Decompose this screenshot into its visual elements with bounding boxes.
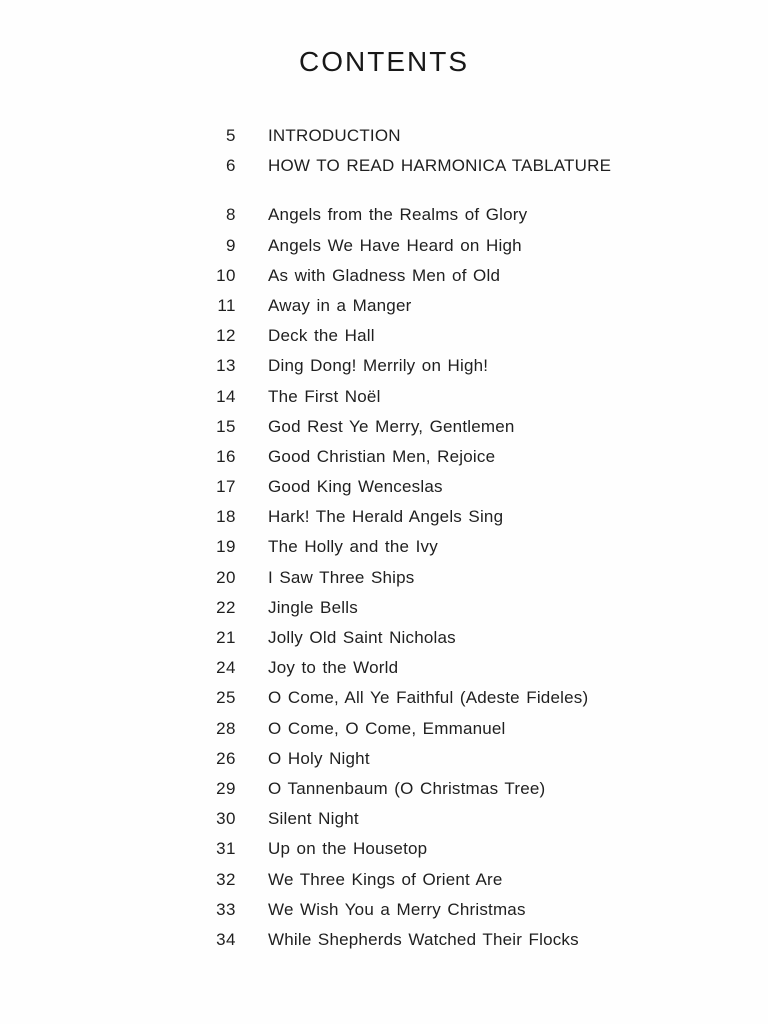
toc-row [200,683,660,713]
entry-page-number: 11 [217,295,236,315]
entry-title: HOW TO READ HARMONICA TABLATURE [268,156,612,176]
toc-row [200,774,660,804]
toc-row [200,834,660,864]
table-of-contents [200,121,660,955]
entry-title: God Rest Ye Merry, Gentlemen [268,416,515,436]
entry-title: The First Noël [268,386,381,406]
entry-title: Silent Night [268,809,359,829]
front-matter-section [200,121,660,181]
entry-page-number: 5 [226,126,236,145]
entry-page-number: 30 [216,809,236,829]
entry-title: I Saw Three Ships [268,567,415,587]
toc-row [200,714,660,744]
entry-title: We Wish You a Merry Christmas [268,899,526,919]
entry-page-number: 6 [226,156,236,176]
entry-title: Angels from the Realms of Glory [268,205,528,225]
entry-page-number: 31 [216,839,236,859]
entry-title: We Three Kings of Orient Are [268,869,503,889]
entry-title: The Holly and the Ivy [268,537,438,557]
toc-row [200,563,660,593]
toc-row [200,121,660,151]
entry-page-number: 18 [216,507,236,527]
toc-row [200,231,660,261]
songs-section [200,200,660,955]
entry-title: Ding Dong! Merrily on High! [268,356,489,376]
entry-title: Good King Wenceslas [268,477,443,497]
entry-title: Up on the Housetop [268,839,428,859]
entry-title: INTRODUCTION [268,126,401,145]
toc-row [200,200,660,230]
entry-page-number: 26 [216,748,236,768]
entry-page-number: 20 [216,567,236,587]
entry-title: O Holy Night [268,748,370,768]
toc-row [200,804,660,834]
entry-page-number: 12 [216,326,236,346]
toc-row [200,925,660,955]
entry-title: Deck the Hall [268,326,375,346]
entry-page-number: 8 [226,205,236,225]
entry-title: Joy to the World [268,658,399,678]
entry-page-number: 28 [216,718,236,738]
entry-page-number: 29 [216,778,236,798]
toc-row [200,412,660,442]
toc-row [200,321,660,351]
entry-page-number: 13 [216,356,236,376]
toc-row [200,895,660,925]
toc-row [200,744,660,774]
entry-title: O Come, All Ye Faithful (Adeste Fideles) [268,688,589,708]
toc-row [200,291,660,321]
entry-page-number: 21 [216,628,236,647]
entry-title: Jolly Old Saint Nicholas [268,628,456,647]
entry-page-number: 9 [226,235,236,255]
toc-row [200,151,660,181]
entry-page-number: 32 [216,869,236,889]
entry-page-number: 15 [216,416,236,436]
toc-row [200,593,660,623]
entry-title: Hark! The Herald Angels Sing [268,507,504,527]
toc-row [200,261,660,291]
toc-row [200,653,660,683]
toc-row [200,623,660,653]
entry-page-number: 10 [216,265,236,285]
entry-page-number: 14 [216,386,236,406]
entry-title: O Tannenbaum (O Christmas Tree) [268,778,546,798]
entry-title: Angels We Have Heard on High [268,235,522,255]
entry-page-number: 17 [216,477,236,497]
entry-title: O Come, O Come, Emmanuel [268,718,506,738]
toc-row [200,442,660,472]
entry-title: While Shepherds Watched Their Flocks [268,929,579,949]
entry-title: Jingle Bells [268,597,358,617]
toc-row [200,532,660,562]
toc-row [200,472,660,502]
entry-page-number: 25 [216,688,236,708]
entry-page-number: 33 [216,899,236,919]
entry-page-number: 24 [216,658,236,678]
page-title: CONTENTS [299,46,469,77]
toc-row [200,502,660,532]
entry-page-number: 22 [216,597,236,617]
entry-page-number: 16 [216,446,236,466]
section-divider-space [200,181,660,200]
entry-page-number: 19 [216,537,236,557]
toc-row [200,865,660,895]
entry-title: As with Gladness Men of Old [268,265,501,285]
toc-row [200,382,660,412]
toc-row [200,351,660,381]
entry-title: Away in a Manger [268,295,412,315]
entry-page-number: 34 [216,929,236,949]
entry-title: Good Christian Men, Rejoice [268,446,496,466]
